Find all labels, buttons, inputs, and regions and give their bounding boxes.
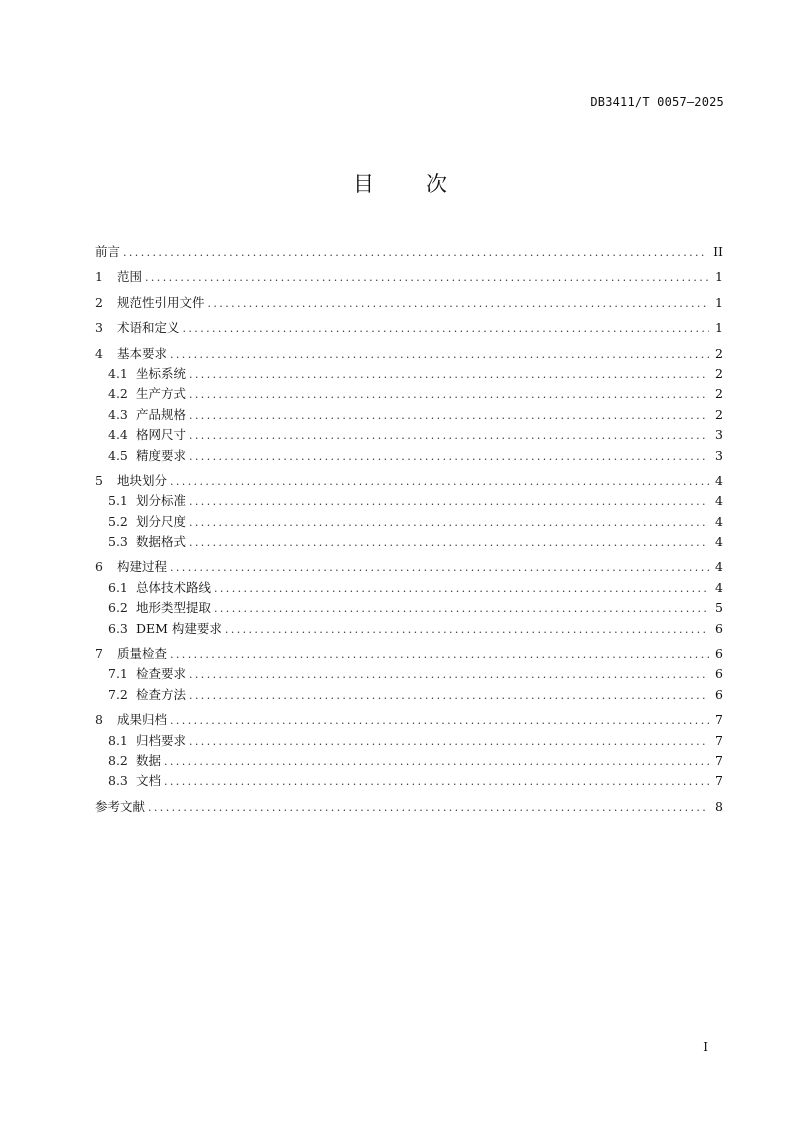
toc-entry[interactable] <box>95 344 723 364</box>
toc-entry-label: 成果归档 <box>117 712 168 728</box>
toc-entry-page-number: 4 <box>715 579 723 595</box>
toc-entry[interactable] <box>95 267 723 287</box>
toc-entry-page-number: 1 <box>715 294 723 310</box>
toc-entry-number: 4 <box>95 345 103 361</box>
toc-entry-page-number: 3 <box>715 447 723 463</box>
dot-leader <box>170 558 709 578</box>
toc-entry-label: 产品规格 <box>136 406 187 422</box>
page-title <box>0 168 800 198</box>
toc-entry-label: 生产方式 <box>136 386 187 402</box>
toc-subentry[interactable] <box>95 425 723 445</box>
toc-entry-number: 6.2 <box>108 600 128 616</box>
toc-entry[interactable] <box>95 471 723 491</box>
toc-entry-label: 基本要求 <box>117 345 168 361</box>
dot-leader <box>170 645 709 665</box>
toc-entry[interactable] <box>95 644 723 664</box>
page-number: I <box>703 1040 708 1054</box>
dot-leader <box>123 243 707 263</box>
toc-subentry[interactable] <box>95 491 723 511</box>
toc-entry-label: 总体技术路线 <box>136 579 212 595</box>
toc-entry-number: 5 <box>95 472 103 488</box>
toc-subentry[interactable] <box>95 384 723 404</box>
toc-entry[interactable] <box>95 797 723 817</box>
toc-entry-page-number: 2 <box>715 406 723 422</box>
toc-entry-number: 4.5 <box>108 447 128 463</box>
dot-leader <box>189 406 709 426</box>
toc-entry-number: 6.1 <box>108 579 128 595</box>
toc-entry[interactable] <box>95 242 723 262</box>
toc-entry-page-number: 4 <box>715 559 723 575</box>
toc-subentry[interactable] <box>95 598 723 618</box>
toc-entry-number: 3 <box>95 320 103 336</box>
toc-entry-number: 6.3 <box>108 620 128 636</box>
dot-leader <box>189 732 709 752</box>
toc-subentry[interactable] <box>95 619 723 639</box>
toc-entry-label: 归档要求 <box>136 732 187 748</box>
dot-leader <box>164 772 709 792</box>
toc-entry-page-number: 2 <box>715 365 723 381</box>
toc-entry-number: 2 <box>95 294 103 310</box>
toc-entry-number: 5.2 <box>108 513 128 529</box>
toc-entry-page-number: 6 <box>715 666 723 682</box>
toc-entry-number: 7 <box>95 646 103 662</box>
toc-entry-label: 文档 <box>136 773 162 789</box>
toc-subentry[interactable] <box>95 405 723 425</box>
toc-entry[interactable] <box>95 293 723 313</box>
toc-entry-label: 数据格式 <box>136 534 187 550</box>
standard-code: DB3411/T 0057—2025 <box>590 95 724 109</box>
dot-leader <box>225 620 709 640</box>
dot-leader <box>189 513 709 533</box>
page-title-char-1: 目 <box>353 172 374 196</box>
toc-entry-page-number: 4 <box>715 493 723 509</box>
toc-entry-page-number: 3 <box>715 427 723 443</box>
toc-entry-page-number: 6 <box>715 620 723 636</box>
toc-entry-label: 地块划分 <box>117 472 168 488</box>
dot-leader <box>189 426 709 446</box>
toc-subentry[interactable] <box>95 364 723 384</box>
toc-entry-page-number: 7 <box>715 773 723 789</box>
dot-leader <box>189 533 709 553</box>
toc-entry-number: 6 <box>95 559 103 575</box>
toc-entry-page-number: 2 <box>715 345 723 361</box>
table-of-contents <box>95 242 723 817</box>
dot-leader <box>189 365 709 385</box>
toc-entry[interactable] <box>95 710 723 730</box>
dot-leader <box>170 472 709 492</box>
toc-entry-number: 4.3 <box>108 406 128 422</box>
toc-entry-number: 8 <box>95 712 103 728</box>
toc-subentry[interactable] <box>95 771 723 791</box>
toc-entry-page-number: 5 <box>715 600 723 616</box>
dot-leader <box>214 579 709 599</box>
toc-entry-label: 划分尺度 <box>136 513 187 529</box>
toc-entry-label: 检查方法 <box>136 686 187 702</box>
dot-leader <box>164 752 709 772</box>
toc-entry-page-number: 1 <box>715 320 723 336</box>
toc-entry-label: 参考文献 <box>95 798 146 814</box>
toc-entry-label: 质量检查 <box>117 646 168 662</box>
toc-subentry[interactable] <box>95 685 723 705</box>
toc-entry-label: 构建过程 <box>117 559 168 575</box>
toc-subentry[interactable] <box>95 446 723 466</box>
dot-leader <box>183 319 709 339</box>
toc-entry-number: 7.1 <box>108 666 128 682</box>
toc-entry-page-number: 1 <box>715 269 723 285</box>
toc-entry[interactable] <box>95 318 723 338</box>
toc-entry-page-number: 4 <box>715 513 723 529</box>
toc-entry-label: 精度要求 <box>136 447 187 463</box>
toc-entry-number: 4.1 <box>108 365 128 381</box>
toc-entry-page-number: 2 <box>715 386 723 402</box>
toc-subentry[interactable] <box>95 532 723 552</box>
dot-leader <box>189 686 709 706</box>
toc-subentry[interactable] <box>95 578 723 598</box>
toc-entry-label: 划分标准 <box>136 493 187 509</box>
toc-entry-label: 数据 <box>136 752 162 768</box>
toc-entry-number: 7.2 <box>108 686 128 702</box>
toc-entry-label: 地形类型提取 <box>136 600 212 616</box>
dot-leader <box>189 385 709 405</box>
toc-entry-page-number: 8 <box>715 798 723 814</box>
toc-entry-label: 检查要求 <box>136 666 187 682</box>
toc-subentry[interactable] <box>95 512 723 532</box>
toc-entry-page-number: 4 <box>715 472 723 488</box>
toc-entry-page-number: 7 <box>715 752 723 768</box>
toc-entry-label: 术语和定义 <box>117 320 180 336</box>
toc-entry-page-number: 6 <box>715 686 723 702</box>
toc-entry-label: 前言 <box>95 244 121 259</box>
toc-entry-label: DEM 构建要求 <box>136 620 222 636</box>
toc-entry-page-number: 4 <box>715 534 723 550</box>
toc-entry-page-number: 7 <box>715 712 723 728</box>
dot-leader <box>148 798 709 818</box>
toc-entry-number: 8.1 <box>108 732 128 748</box>
toc-entry-number: 5.1 <box>108 493 128 509</box>
toc-entry-number: 4.4 <box>108 427 128 443</box>
dot-leader <box>208 294 709 314</box>
toc-entry-page-number: II <box>713 244 723 259</box>
page-title-char-2: 次 <box>426 172 447 196</box>
dot-leader <box>170 711 709 731</box>
toc-subentry[interactable] <box>95 751 723 771</box>
toc-entry-label: 坐标系统 <box>136 365 187 381</box>
dot-leader <box>145 268 709 288</box>
toc-entry-number: 5.3 <box>108 534 128 550</box>
dot-leader <box>189 447 709 467</box>
toc-entry-number: 8.3 <box>108 773 128 789</box>
toc-entry-number: 1 <box>95 269 103 285</box>
toc-entry-number: 8.2 <box>108 752 128 768</box>
dot-leader <box>214 599 709 619</box>
toc-subentry[interactable] <box>95 731 723 751</box>
dot-leader <box>170 345 709 365</box>
dot-leader <box>189 665 709 685</box>
toc-entry[interactable] <box>95 557 723 577</box>
toc-subentry[interactable] <box>95 664 723 684</box>
toc-entry-number: 4.2 <box>108 386 128 402</box>
toc-entry-page-number: 6 <box>715 646 723 662</box>
dot-leader <box>189 492 709 512</box>
toc-entry-page-number: 7 <box>715 732 723 748</box>
toc-entry-label: 规范性引用文件 <box>117 294 205 310</box>
toc-entry-label: 范围 <box>117 269 143 285</box>
toc-entry-label: 格网尺寸 <box>136 427 187 443</box>
